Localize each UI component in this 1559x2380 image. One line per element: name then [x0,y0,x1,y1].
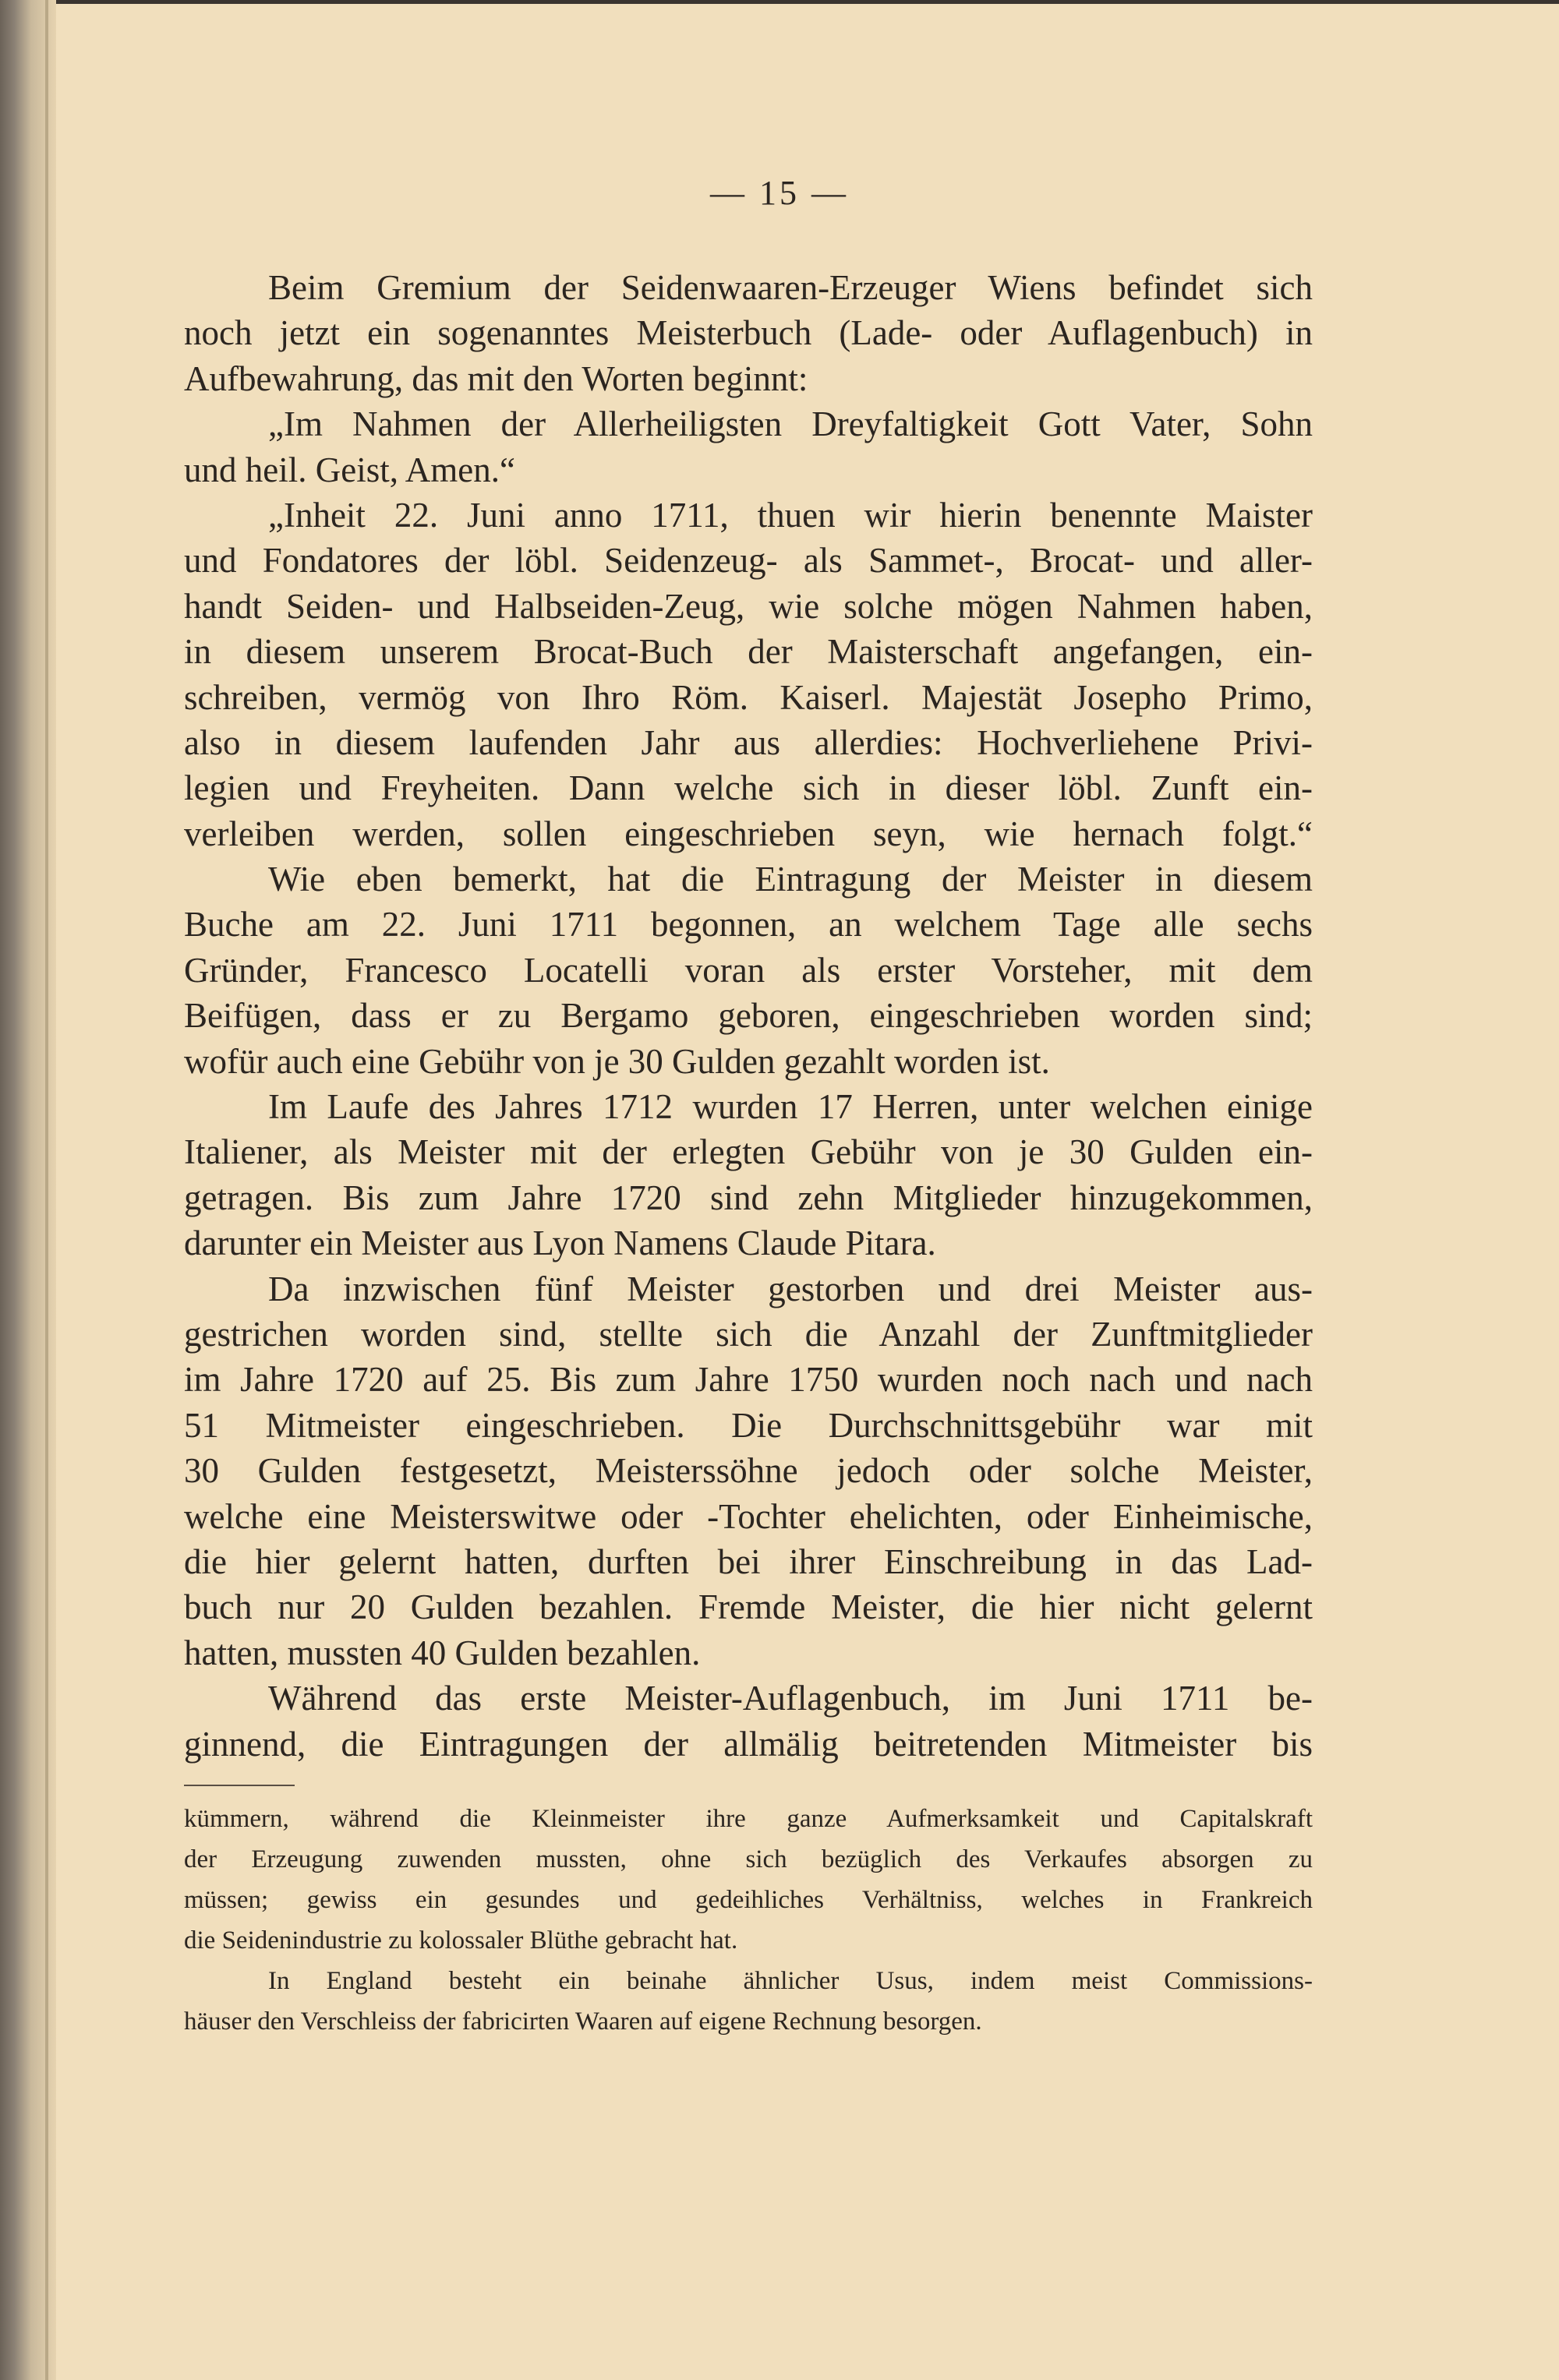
text-line: noch jetzt ein sogenanntes Meisterbuch (Lade- oder Auflagenbuch) in [184,313,1313,353]
body-text [184,265,1313,1767]
text-line: „Inheit 22. Juni anno 1711, thuen wir hierin benennte Maister [268,495,1313,535]
text-line: Während das erste Meister-Auflagenbuch, im Juni 1711 be- [268,1679,1313,1718]
text-line: getragen. Bis zum Jahre 1720 sind zehn Mitglieder hinzugekommen, [184,1178,1313,1217]
footnote-line: häuser den Verschleiss der fabricirten Waaren auf eigene Rechnung besorgen. [184,2007,982,2036]
footnote-line: kümmern, während die Kleinmeister ihre ganze Aufmerksamkeit und Capitalskraft [184,1805,1313,1833]
text-line: Italiener, als Meister mit der erlegten Gebühr von je 30 Gulden ein- [184,1132,1313,1172]
text-line: und Fondatores der löbl. Seidenzeug- als Sammet-, Brocat- und aller- [184,541,1313,581]
text-line: „Im Nahmen der Allerheiligsten Dreyfaltigkeit Gott Vater, Sohn [268,404,1313,444]
footnote-separator [184,1785,295,1786]
text-line: und heil. Geist, Amen.“ [184,450,515,489]
footnote-line: müssen; gewiss ein gesundes und gedeihliches Verhältniss, welches in Frankreich [184,1886,1313,1914]
text-line: handt Seiden- und Halbseiden-Zeug, wie solche mögen Nahmen haben, [184,586,1313,626]
scan-top-edge [0,0,1559,4]
text-line: Beim Gremium der Seidenwaaren-Erzeuger Wiens befindet sich [268,268,1313,307]
text-line: Gründer, Francesco Locatelli voran als erster Vorsteher, mit dem [184,950,1313,990]
text-line: 51 Mitmeister eingeschrieben. Die Durchschnittsgebühr war mit [184,1405,1313,1445]
footnote-line: In England besteht ein beinahe ähnlicher Usus, indem meist Commissions- [268,1967,1313,1995]
text-line: Buche am 22. Juni 1711 begonnen, an welchem Tage alle sechs [184,905,1313,945]
text-line: darunter ein Meister aus Lyon Namens Claude Pitara. [184,1224,936,1263]
footnote-line: die Seidenindustrie zu kolossaler Blüthe gebracht hat. [184,1926,738,1954]
text-line: Im Laufe des Jahres 1712 wurden 17 Herren, unter welchen einige [268,1087,1313,1127]
text-line: buch nur 20 Gulden bezahlen. Fremde Meister, die hier nicht gelernt [184,1587,1313,1627]
text-line: die hier gelernt hatten, durften bei ihrer Einschreibung in das Lad- [184,1541,1313,1581]
text-line: wofür auch eine Gebühr von je 30 Gulden gezahlt worden ist. [184,1041,1050,1081]
text-line: hatten, mussten 40 Gulden bezahlen. [184,1633,701,1672]
text-line: Da inzwischen fünf Meister gestorben und drei Meister aus- [268,1269,1313,1308]
text-line: welche eine Meisterswitwe oder -Tochter ehelichten, oder Einheimische, [184,1496,1313,1536]
text-line: also in diesem laufenden Jahr aus allerdies: Hochverliehene Privi- [184,722,1313,762]
text-line: verleiben werden, sollen eingeschrieben seyn, wie hernach folgt.“ [184,814,1313,853]
footnote-line: der Erzeugung zuwenden mussten, ohne sich bezüglich des Verkaufes absorgen zu [184,1845,1313,1873]
text-line: legien und Freyheiten. Dann welche sich in dieser löbl. Zunft ein- [184,768,1313,808]
text-line: 30 Gulden festgesetzt, Meisterssöhne jedoch oder solche Meister, [184,1451,1313,1491]
text-line: Aufbewahrung, das mit den Worten beginnt: [184,358,808,398]
text-line: Wie eben bemerkt, hat die Eintragung der Meister in diesem [268,860,1313,899]
footnotes [184,1799,1313,2042]
text-line: ginnend, die Eintragungen der allmälig beitretenden Mitmeister bis [184,1724,1313,1764]
text-line: gestrichen worden sind, stellte sich die Anzahl der Zunftmitglieder [184,1314,1313,1354]
text-line: im Jahre 1720 auf 25. Bis zum Jahre 1750 wurden noch nach und nach [184,1360,1313,1400]
binding-shadow [45,0,48,2380]
text-line: schreiben, vermög von Ihro Röm. Kaiserl. Majestät Josepho Primo, [184,677,1313,717]
text-line: Beifügen, dass er zu Bergamo geboren, eingeschrieben worden sind; [184,996,1313,1036]
text-line: in diesem unserem Brocat-Buch der Maisterschaft angefangen, ein- [184,632,1313,672]
page-number: — 15 — [710,174,849,212]
